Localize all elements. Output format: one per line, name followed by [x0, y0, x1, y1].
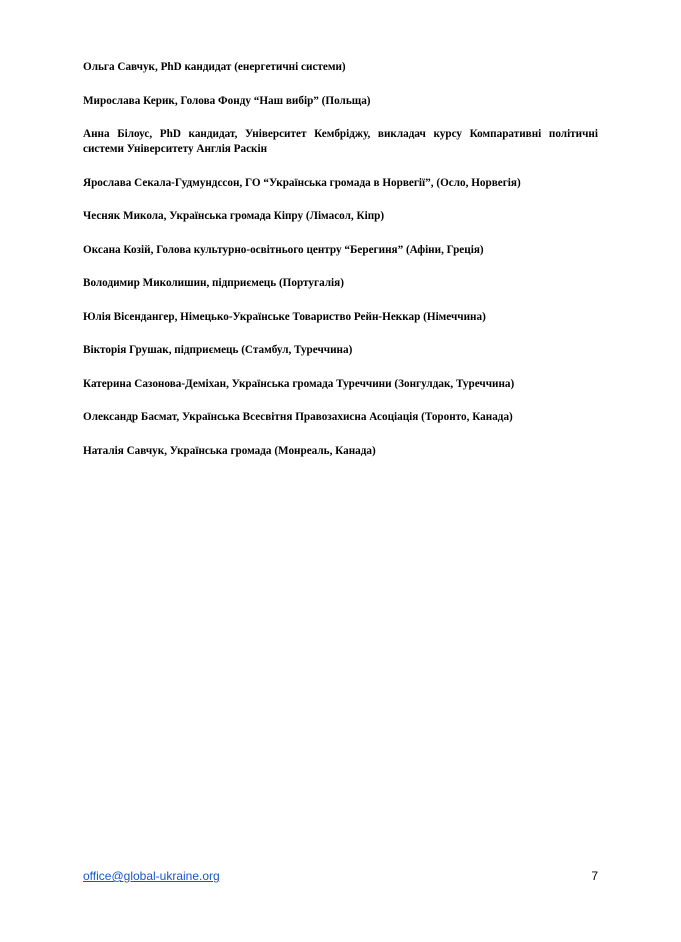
page-footer — [83, 869, 598, 887]
signatory-entry: Ярослава Секала-Гудмундссон, ГО “Українська громада в Норвегії”, (Осло, Норвегія) — [83, 176, 521, 189]
signatory-entry: Оксана Козій, Голова культурно-освітнього центру “Берегиня” (Афіни, Греція) — [83, 243, 484, 256]
signatory-entry: Катерина Сазонова-Деміхан, Українська громада Туреччини (Зонгулдак, Туреччина) — [83, 377, 515, 390]
signatory-entry: Чесняк Микола, Українська громада Кіпру (Лімасол, Кіпр) — [83, 210, 385, 222]
signatory-entry: Наталія Савчук, Українська громада (Монреаль, Канада) — [83, 444, 376, 457]
signatory-list — [83, 60, 598, 477]
signatory-entry: Анна Білоус, PhD кандидат, Університет Кембріджу, викладач курсу Компаративні політичні системи Університету Англія Раскін — [83, 128, 598, 155]
signatory-entry: Володимир Миколишин, підприємець (Португалія) — [83, 277, 344, 289]
page-number: 7 — [591, 869, 598, 883]
signatory-entry: Мирослава Керик, Голова Фонду “Наш вибір” (Польща) — [83, 94, 371, 107]
signatory-entry: Олександр Басмат, Українська Всесвітня Правозахисна Асоціація (Торонто, Канада) — [83, 411, 513, 423]
signatory-entry: Юлія Вісендангер, Німецько-Українське Товариство Рейн-Неккар (Німеччина) — [83, 310, 486, 323]
signatory-entry: Вікторія Грушак, підприємець (Стамбул, Туреччина) — [83, 344, 353, 356]
footer-email-link[interactable]: office@global-ukraine.org — [83, 869, 220, 883]
signatory-entry: Ольга Савчук, PhD кандидат (енергетичні системи) — [83, 61, 346, 73]
